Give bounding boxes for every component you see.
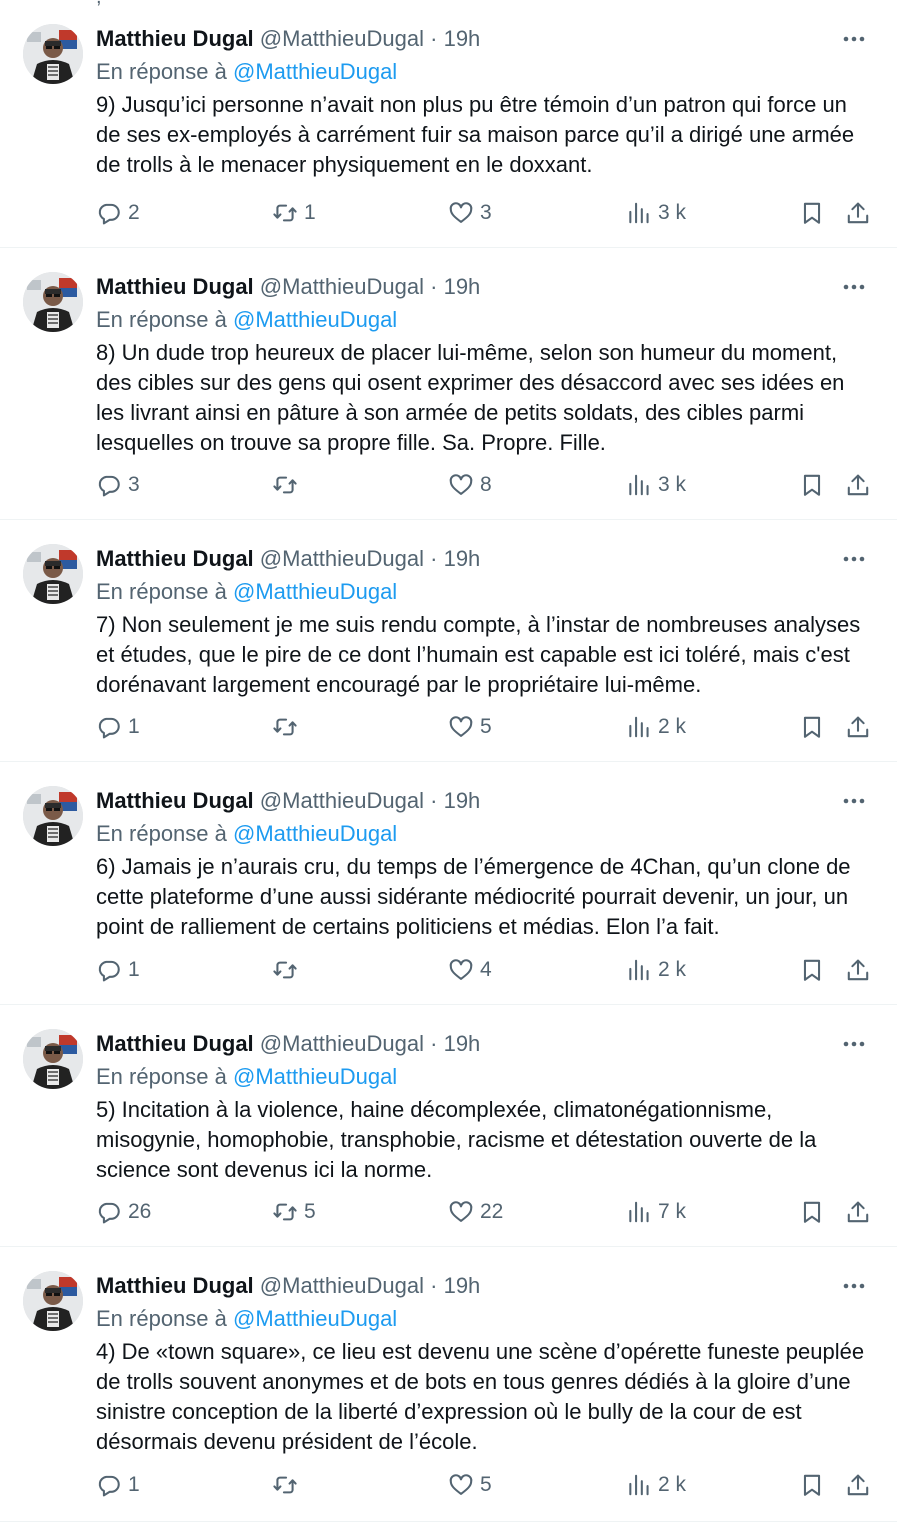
heart-icon — [448, 1199, 474, 1225]
like-count: 4 — [480, 958, 492, 981]
reply-mention-link[interactable]: @MatthieuDugal — [233, 1306, 398, 1331]
views-count: 2 k — [658, 958, 687, 981]
reply-context — [96, 57, 875, 87]
bookmark-button[interactable] — [799, 1468, 825, 1502]
reply-bubble-icon — [96, 1472, 122, 1498]
bar-chart-icon — [626, 200, 652, 226]
retweet-arrows-icon — [272, 200, 298, 226]
like-button[interactable] — [448, 710, 492, 744]
share-upload-icon — [845, 957, 871, 983]
reply-bubble-icon — [96, 200, 122, 226]
tweet-text: 8) Un dude trop heureux de placer lui-même, selon son humeur du moment, des cibles sur des gens qui osent exprimer des désaccord avec ses idées en les livrant ainsi en pâture à son armée de petits soldats, des cibles parmi lesquelles on trouve sa propre fille. Sa. Propre. Fille. — [96, 340, 845, 455]
retweet-arrows-icon — [272, 1199, 298, 1225]
bookmark-icon — [799, 1199, 825, 1225]
bar-chart-icon — [626, 1199, 652, 1225]
reply-button[interactable] — [96, 710, 140, 744]
share-upload-icon — [845, 1472, 871, 1498]
avatar[interactable] — [23, 544, 83, 604]
bar-chart-icon — [626, 472, 652, 498]
reply-context — [96, 819, 875, 849]
tweet-time[interactable]: 19h — [443, 274, 481, 299]
views-button[interactable] — [626, 196, 686, 230]
tweet-header — [96, 1029, 875, 1059]
bookmark-button[interactable] — [799, 1195, 825, 1229]
tweet-time[interactable]: 19h — [443, 1031, 481, 1056]
tweet-content — [96, 272, 875, 458]
more-dots-icon[interactable] — [839, 548, 869, 570]
reply-bubble-icon — [96, 957, 122, 983]
retweet-arrows-icon — [272, 714, 298, 740]
bookmark-icon — [799, 957, 825, 983]
tweet-actions — [96, 196, 875, 230]
share-upload-icon — [845, 472, 871, 498]
tweet-header — [96, 544, 875, 574]
reply-button[interactable] — [96, 1195, 151, 1229]
tweet[interactable] — [0, 762, 897, 1005]
reply-prefix: En réponse à — [96, 579, 227, 604]
bar-chart-icon — [626, 1472, 652, 1498]
tweet-header — [96, 786, 875, 816]
reply-bubble-icon — [96, 1199, 122, 1225]
like-count: 5 — [480, 1473, 492, 1496]
more-dots-icon[interactable] — [839, 790, 869, 812]
author-handle[interactable]: @MatthieuDugal — [259, 1273, 424, 1298]
like-button[interactable] — [448, 953, 492, 987]
reply-button[interactable] — [96, 953, 140, 987]
tweet-header — [96, 1271, 875, 1301]
share-upload-icon — [845, 714, 871, 740]
bar-chart-icon — [626, 957, 652, 983]
avatar[interactable] — [23, 1271, 83, 1331]
like-count: 3 — [480, 201, 492, 224]
retweet-button[interactable] — [272, 953, 304, 987]
like-count: 8 — [480, 473, 492, 496]
reply-context — [96, 1304, 875, 1334]
reply-prefix: En réponse à — [96, 59, 227, 84]
heart-icon — [448, 957, 474, 983]
author-name[interactable]: Matthieu Dugal — [96, 274, 254, 299]
retweet-button[interactable] — [272, 196, 316, 230]
tweet-actions — [96, 1468, 875, 1502]
tweet-text: 5) Incitation à la violence, haine décomplexée, climatonégationnisme, misogynie, homophobie, transphobie, racisme et détestation ouverte de la science sont devenus ici la norme. — [96, 1097, 817, 1182]
share-button[interactable] — [845, 953, 871, 987]
views-count: 3 k — [658, 473, 687, 496]
header-separator: · — [430, 546, 438, 571]
reply-mention-link[interactable]: @MatthieuDugal — [233, 1064, 398, 1089]
share-upload-icon — [845, 1199, 871, 1225]
views-count: 3 k — [658, 201, 687, 224]
tweet[interactable] — [0, 520, 897, 762]
header-separator: · — [430, 1273, 438, 1298]
author-name[interactable]: Matthieu Dugal — [96, 26, 254, 51]
avatar[interactable] — [23, 272, 83, 332]
like-button[interactable] — [448, 196, 492, 230]
bookmark-icon — [799, 200, 825, 226]
reply-button[interactable] — [96, 196, 140, 230]
reply-prefix: En réponse à — [96, 821, 227, 846]
tweet-actions — [96, 710, 875, 744]
views-button[interactable] — [626, 1195, 686, 1229]
tweet[interactable] — [0, 248, 897, 520]
reply-context — [96, 305, 875, 335]
views-button[interactable] — [626, 468, 686, 502]
bookmark-button[interactable] — [799, 468, 825, 502]
more-dots-icon[interactable] — [839, 28, 869, 50]
bookmark-icon — [799, 1472, 825, 1498]
reply-mention-link[interactable]: @MatthieuDugal — [233, 579, 398, 604]
tweet-content — [96, 24, 875, 180]
bar-chart-icon — [626, 714, 652, 740]
reply-count: 1 — [128, 958, 140, 981]
retweet-arrows-icon — [272, 472, 298, 498]
tweet-text: 4) De «town square», ce lieu est devenu une scène d’opérette funeste peuplée de trolls souvent anonymes et de bots en tous genres dédiés à la gloire d’une sinistre conception de la liberté d’expression où le bully de la cour de est désormais devenu président de l’école. — [96, 1339, 865, 1454]
tweet-header — [96, 272, 875, 302]
like-button[interactable] — [448, 1468, 492, 1502]
reply-mention-link[interactable]: @MatthieuDugal — [233, 59, 398, 84]
tweet-time[interactable]: 19h — [443, 1273, 481, 1298]
reply-count: 3 — [128, 473, 140, 496]
bookmark-button[interactable] — [799, 196, 825, 230]
tweet[interactable] — [0, 1247, 897, 1522]
bookmark-icon — [799, 472, 825, 498]
author-handle[interactable]: @MatthieuDugal — [259, 1031, 424, 1056]
share-button[interactable] — [845, 710, 871, 744]
tweet-actions — [96, 468, 875, 502]
share-button[interactable] — [845, 1468, 871, 1502]
views-button[interactable] — [626, 710, 686, 744]
author-handle[interactable]: @MatthieuDugal — [259, 788, 424, 813]
tweet-text: 6) Jamais je n’aurais cru, du temps de l’émergence de 4Chan, qu’un clone de cette plateforme d’une aussi sidérante médiocrité pourrait devenir, un jour, un point de ralliement de certains politiciens et médias. Elon l’a fait. — [96, 854, 851, 939]
author-handle[interactable]: @MatthieuDugal — [259, 546, 424, 571]
more-dots-icon[interactable] — [839, 276, 869, 298]
avatar[interactable] — [23, 24, 83, 84]
tweet-text: 7) Non seulement je me suis rendu compte, à l’instar de nombreuses analyses et études, que le pire de ce dont l’humain est capable est ici toléré, mais c'est dorénavant largement encouragé par le propriétaire lui-même. — [96, 612, 861, 697]
share-upload-icon — [845, 200, 871, 226]
reply-button[interactable] — [96, 1468, 140, 1502]
tweet-content — [96, 1029, 875, 1185]
reply-bubble-icon — [96, 714, 122, 740]
retweet-button[interactable] — [272, 468, 304, 502]
tweet-actions — [96, 953, 875, 987]
avatar[interactable] — [23, 786, 83, 846]
views-button[interactable] — [626, 1468, 686, 1502]
heart-icon — [448, 714, 474, 740]
avatar[interactable] — [23, 1029, 83, 1089]
tweet-time[interactable]: 19h — [443, 788, 481, 813]
tweet[interactable] — [0, 0, 897, 248]
retweet-count: 5 — [304, 1200, 316, 1223]
tweet-text: 9) Jusqu’ici personne n’avait non plus pu être témoin d’un patron qui force un de ses ex-employés à carrément fuir sa maison parce qu’il a dirigé une armée de trolls à le menacer physiquement en le doxxant. — [96, 92, 855, 177]
tweet-content — [96, 544, 875, 700]
reply-context — [96, 577, 875, 607]
views-count: 2 k — [658, 715, 687, 738]
reply-context — [96, 1062, 875, 1092]
share-button[interactable] — [845, 196, 871, 230]
more-dots-icon[interactable] — [839, 1275, 869, 1297]
tweet-time[interactable]: 19h — [443, 26, 481, 51]
reply-bubble-icon — [96, 472, 122, 498]
tweet[interactable] — [0, 1005, 897, 1247]
author-name[interactable]: Matthieu Dugal — [96, 546, 254, 571]
more-dots-icon[interactable] — [839, 1033, 869, 1055]
author-name[interactable]: Matthieu Dugal — [96, 788, 254, 813]
retweet-arrows-icon — [272, 957, 298, 983]
tweet-content — [96, 1271, 875, 1457]
share-button[interactable] — [845, 468, 871, 502]
heart-icon — [448, 1472, 474, 1498]
heart-icon — [448, 472, 474, 498]
reply-count: 1 — [128, 1473, 140, 1496]
reply-prefix: En réponse à — [96, 1306, 227, 1331]
retweet-button[interactable] — [272, 1195, 316, 1229]
reply-mention-link[interactable]: @MatthieuDugal — [233, 307, 398, 332]
like-button[interactable] — [448, 468, 492, 502]
views-count: 2 k — [658, 1473, 687, 1496]
author-name[interactable]: Matthieu Dugal — [96, 1031, 254, 1056]
header-separator: · — [430, 1031, 438, 1056]
share-button[interactable] — [845, 1195, 871, 1229]
like-count: 5 — [480, 715, 492, 738]
tweet-actions — [96, 1195, 875, 1229]
header-separator: · — [430, 26, 438, 51]
reply-count: 26 — [128, 1200, 152, 1223]
retweet-button[interactable] — [272, 710, 304, 744]
reply-count: 1 — [128, 715, 140, 738]
header-separator: · — [430, 788, 438, 813]
reply-count: 2 — [128, 201, 140, 224]
views-count: 7 k — [658, 1200, 687, 1223]
bookmark-button[interactable] — [799, 953, 825, 987]
heart-icon — [448, 200, 474, 226]
reply-prefix: En réponse à — [96, 307, 227, 332]
views-button[interactable] — [626, 953, 686, 987]
reply-button[interactable] — [96, 468, 140, 502]
retweet-arrows-icon — [272, 1472, 298, 1498]
reply-mention-link[interactable]: @MatthieuDugal — [233, 821, 398, 846]
reply-prefix: En réponse à — [96, 1064, 227, 1089]
header-separator: · — [430, 274, 438, 299]
retweet-count: 1 — [304, 201, 316, 224]
like-count: 22 — [480, 1200, 504, 1223]
tweet-header — [96, 24, 875, 54]
author-handle[interactable]: @MatthieuDugal — [259, 274, 424, 299]
bookmark-icon — [799, 714, 825, 740]
bookmark-button[interactable] — [799, 710, 825, 744]
tweet-time[interactable]: 19h — [443, 546, 481, 571]
author-handle[interactable]: @MatthieuDugal — [259, 26, 424, 51]
author-name[interactable]: Matthieu Dugal — [96, 1273, 254, 1298]
like-button[interactable] — [448, 1195, 503, 1229]
tweet-content — [96, 786, 875, 942]
retweet-button[interactable] — [272, 1468, 304, 1502]
